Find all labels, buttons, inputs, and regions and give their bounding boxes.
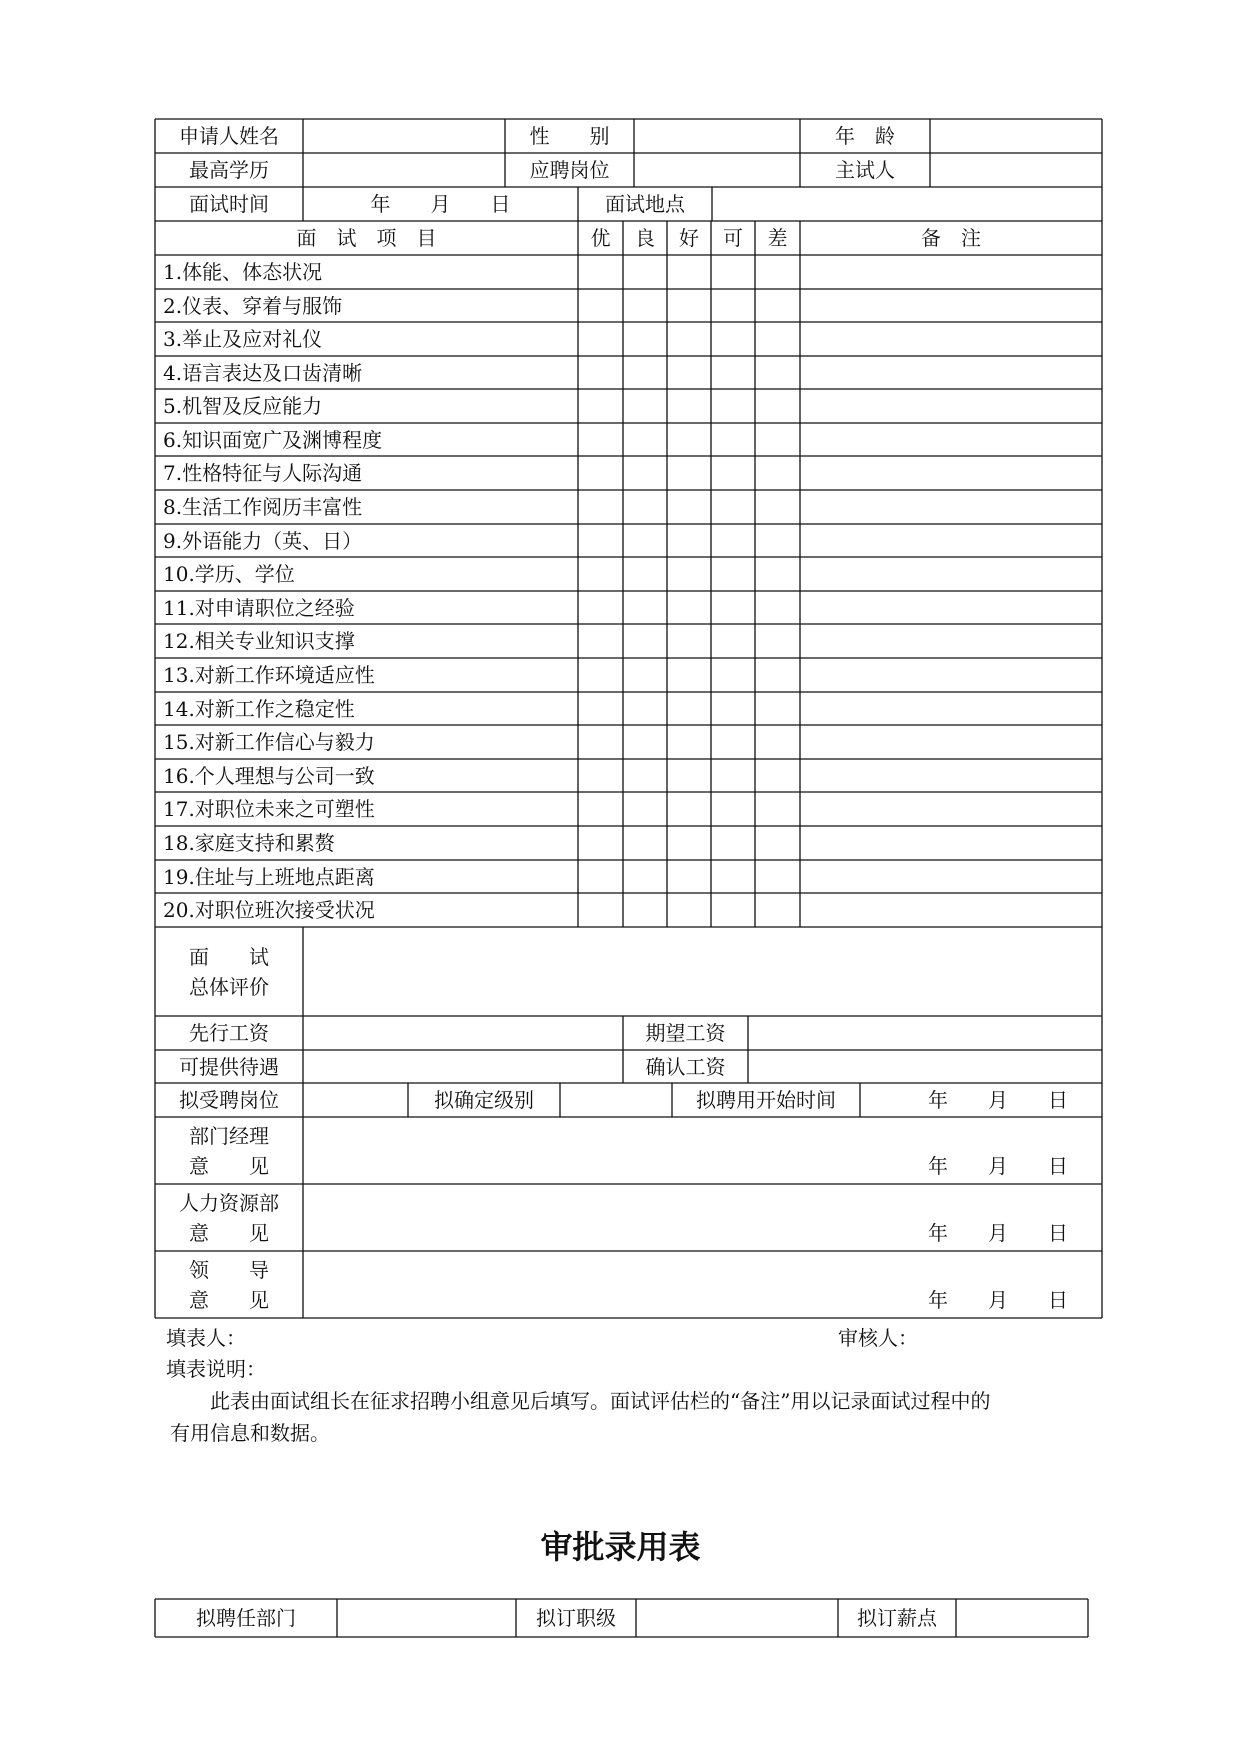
hr-opinion-label — [155, 1184, 303, 1251]
current-salary-field[interactable] — [303, 1016, 623, 1050]
notes-label: 填表说明： — [166, 1357, 266, 1381]
rating-header-excellent: 优 — [590, 226, 611, 250]
applicant-name-label: 申请人姓名 — [179, 124, 279, 148]
interview-date-field[interactable]: 年 月 日 — [370, 192, 511, 216]
confirmed-salary-label: 确认工资 — [645, 1054, 726, 1079]
interview-item: 2.仪表、穿着与服饰 — [163, 293, 343, 318]
approval-form-title: 审批录用表 — [540, 1528, 701, 1566]
filler-label: 填表人： — [166, 1326, 246, 1350]
interview-item: 11.对申请职位之经验 — [163, 595, 355, 620]
approval-salary-field[interactable] — [956, 1599, 1088, 1637]
interview-item: 5.机智及反应能力 — [163, 394, 323, 418]
examiner-label: 主试人 — [835, 158, 895, 182]
rating-header-fair: 可 — [723, 226, 743, 250]
proposed-position-label: 拟受聘岗位 — [179, 1088, 279, 1112]
ratings-grid[interactable] — [578, 255, 800, 927]
approval-salary-label: 拟订薪点 — [857, 1606, 937, 1630]
approval-dept-label: 拟聘任部门 — [196, 1606, 296, 1630]
proposed-level-field[interactable] — [560, 1083, 672, 1117]
leader-opinion-field[interactable]: 年 月 日 — [928, 1288, 1068, 1312]
dept-manager-label-line1: 部门经理 — [189, 1123, 269, 1148]
overall-evaluation-label — [155, 927, 303, 1016]
approval-level-field[interactable] — [636, 1599, 838, 1637]
confirmed-salary-field[interactable] — [748, 1050, 1102, 1083]
interview-item: 18.家庭支持和累赘 — [163, 831, 335, 855]
position-label: 应聘岗位 — [529, 158, 610, 182]
interview-item: 16.个人理想与公司一致 — [163, 763, 375, 788]
notes-text-line2: 有用信息和数据。 — [170, 1421, 330, 1445]
gender-label: 性 别 — [529, 124, 610, 148]
interview-item: 3.举止及应对礼仪 — [163, 327, 323, 351]
interview-item: 1.体能、体态状况 — [163, 260, 323, 284]
applicant-name-field[interactable] — [303, 119, 505, 153]
interview-item: 12.相关专业知识支撑 — [163, 629, 355, 653]
interview-item: 10.学历、学位 — [163, 562, 295, 586]
interview-item: 15.对新工作信心与毅力 — [163, 730, 375, 754]
interview-item: 14.对新工作之稳定性 — [163, 696, 355, 721]
overall-evaluation-line2: 总体评价 — [189, 974, 269, 999]
overall-evaluation-field[interactable] — [303, 927, 1102, 1016]
interview-item: 6.知识面宽广及渊博程度 — [163, 427, 383, 452]
rating-header-fine: 好 — [679, 226, 699, 250]
benefits-label: 可提供待遇 — [179, 1054, 279, 1079]
interview-time-label: 面试时间 — [189, 192, 269, 216]
remarks-column[interactable] — [800, 255, 1102, 927]
overall-evaluation-line1: 面 试 — [189, 944, 269, 969]
hr-label-line2: 意 见 — [189, 1220, 269, 1245]
examiner-field[interactable] — [930, 153, 1102, 187]
start-time-label: 拟聘用开始时间 — [696, 1088, 836, 1112]
education-field[interactable] — [303, 153, 505, 187]
notes-text-line1: 此表由面试组长在征求招聘小组意见后填写。面试评估栏的“备注”用以记录面试过程中的 — [210, 1389, 991, 1413]
rating-header-poor: 差 — [767, 226, 788, 250]
proposed-level-label: 拟确定级别 — [434, 1088, 534, 1112]
interview-location-field[interactable] — [712, 187, 1102, 221]
interview-item: 8.生活工作阅历丰富性 — [163, 495, 363, 519]
position-field[interactable] — [634, 153, 800, 187]
hr-opinion-field[interactable]: 年 月 日 — [928, 1221, 1068, 1245]
leader-label-line2: 意 见 — [189, 1287, 269, 1312]
age-field[interactable] — [930, 119, 1102, 153]
benefits-field[interactable] — [303, 1050, 623, 1083]
leader-label-line1: 领 导 — [189, 1257, 269, 1282]
dept-manager-opinion-field[interactable]: 年 月 日 — [928, 1154, 1068, 1178]
start-date-field[interactable]: 年 月 日 — [928, 1088, 1068, 1112]
dept-manager-opinion-label — [155, 1117, 303, 1184]
gender-field[interactable] — [634, 119, 800, 153]
remarks-header: 备 注 — [921, 226, 981, 250]
items-header-label: 面 试 项 目 — [296, 226, 437, 250]
interview-item: 17.对职位未来之可塑性 — [163, 797, 375, 821]
expected-salary-field[interactable] — [748, 1016, 1102, 1050]
expected-salary-label: 期望工资 — [645, 1021, 726, 1045]
interview-location-label: 面试地点 — [605, 192, 685, 216]
interview-item: 19.住址与上班地点距离 — [163, 864, 375, 889]
rating-header-good: 良 — [635, 226, 655, 250]
education-label: 最高学历 — [189, 158, 269, 182]
approval-dept-field[interactable] — [337, 1599, 516, 1637]
interview-item: 9.外语能力（英、日） — [163, 528, 363, 553]
interview-item: 4.语言表达及口齿清晰 — [163, 360, 363, 385]
interview-item: 20.对职位班次接受状况 — [163, 898, 375, 922]
leader-opinion-label — [155, 1251, 303, 1318]
current-salary-label: 先行工资 — [189, 1021, 269, 1045]
hr-label-line1: 人力资源部 — [179, 1190, 279, 1215]
dept-manager-label-line2: 意 见 — [189, 1153, 269, 1178]
proposed-position-field[interactable] — [303, 1083, 408, 1117]
reviewer-label: 审核人： — [838, 1326, 918, 1350]
approval-level-label: 拟订职级 — [536, 1606, 616, 1630]
age-label: 年 龄 — [835, 124, 895, 148]
interview-item: 7.性格特征与人际沟通 — [163, 461, 363, 485]
interview-item: 13.对新工作环境适应性 — [163, 663, 375, 687]
